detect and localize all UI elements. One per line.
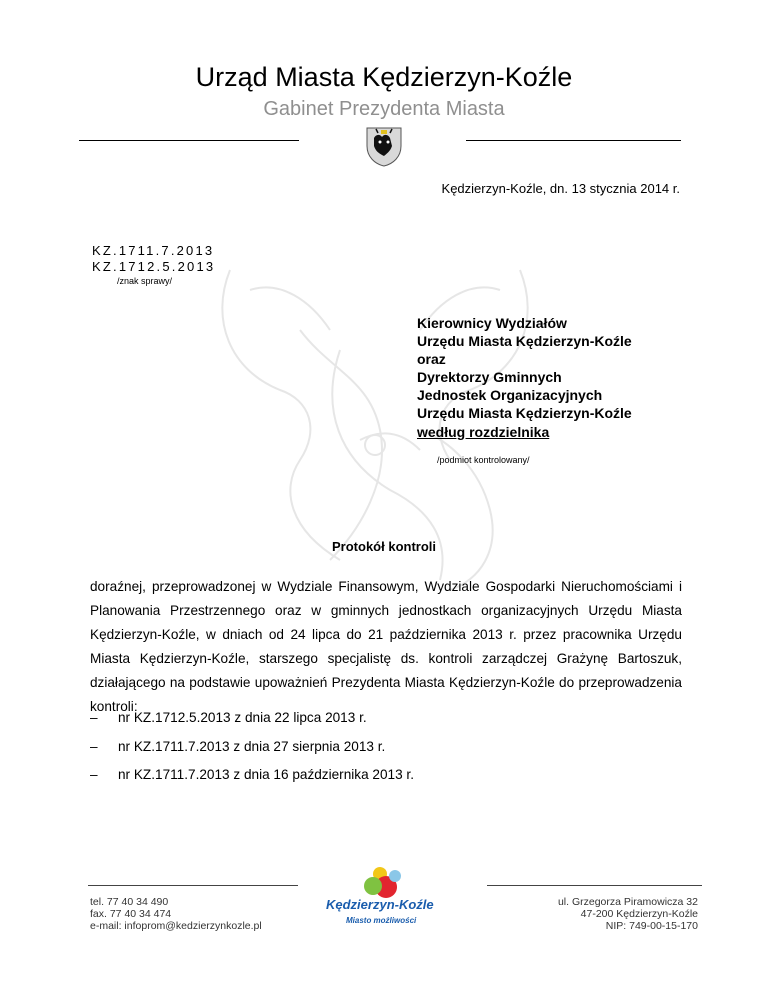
list-item-text: nr KZ.1711.7.2013 z dnia 27 sierpnia 2013 r. <box>118 738 386 754</box>
recipient-line: Kierownicy Wydziałów <box>417 315 567 331</box>
page-title: Urząd Miasta Kędzierzyn-Koźle <box>195 62 573 92</box>
list-item <box>90 767 414 796</box>
recipient-line: oraz <box>417 351 446 367</box>
header-rule-left <box>79 140 299 141</box>
recipient-block <box>417 314 632 422</box>
list-bullet: – <box>90 710 98 725</box>
footer-phone: tel. 77 40 34 490 <box>90 896 169 908</box>
case-number: KZ.1712.5.2013 <box>92 259 216 274</box>
list-bullet: – <box>90 767 98 782</box>
list-item <box>90 710 414 739</box>
footer-contact <box>90 896 262 932</box>
footer-rule-left <box>88 885 298 886</box>
case-number-note: /znak sprawy/ <box>117 276 173 286</box>
recipient-line: Dyrektorzy Gminnych <box>417 369 562 385</box>
logo-tagline: Miasto możliwości <box>346 916 417 925</box>
list-bullet: – <box>90 738 98 754</box>
footer-rule-right <box>487 885 702 886</box>
recipient-line: Jednostek Organizacyjnych <box>417 387 603 403</box>
recipient-line: Urzędu Miasta Kędzierzyn-Koźle <box>417 333 632 349</box>
footer-fax: fax. 77 40 34 474 <box>90 908 172 920</box>
page-subtitle: Gabinet Prezydenta Miasta <box>263 98 505 120</box>
header-rule-right <box>466 140 681 141</box>
list-item-text: nr KZ.1711.7.2013 z dnia 16 października 2013 r. <box>118 767 414 782</box>
footer-nip: NIP: 749-00-15-170 <box>605 920 698 932</box>
date-line: Kędzierzyn-Koźle, dn. 13 stycznia 2014 r. <box>441 181 680 196</box>
case-number: KZ.1711.7.2013 <box>92 243 215 258</box>
recipient-line: Urzędu Miasta Kędzierzyn-Koźle <box>417 405 632 421</box>
footer-city: 47-200 Kędzierzyn-Koźle <box>580 908 698 920</box>
footer-address <box>558 896 698 932</box>
list-item <box>90 739 414 768</box>
distribution-label: według rozdzielnika <box>417 424 550 440</box>
coat-of-arms-icon <box>362 124 406 168</box>
authorization-list <box>90 710 414 796</box>
list-item-text: nr KZ.1712.5.2013 z dnia 22 lipca 2013 r. <box>118 710 367 725</box>
footer-email: e-mail: infoprom@kedzierzynkozle.pl <box>90 920 262 932</box>
recipient-note: /podmiot kontrolowany/ <box>437 455 530 465</box>
footer-street: ul. Grzegorza Piramowicza 32 <box>557 896 698 908</box>
protocol-body: doraźnej, przeprowadzonej w Wydziale Finansowym, Wydziale Gospodarki Nieruchomościami i Planowania Przestrzennego oraz w gminnych jednostkach organizacyjnych Urzędu Miasta Kędzierzyn-Koźle, w dniach od 24 lipca do 21 października 2013 r. przez pracownika Urzędu Miasta Kędzierzyn-Koźle, starszego specjalistę ds. kontroli zarządczej Grażynę Bartoszuk, działającego na podstawie upoważnień Prezydenta Miasta Kędzierzyn-Koźle do przeprowadzenia kontroli: <box>90 579 682 714</box>
protocol-title: Protokół kontroli <box>332 539 436 554</box>
logo-wordmark: Kędzierzyn-Koźle <box>326 897 434 912</box>
